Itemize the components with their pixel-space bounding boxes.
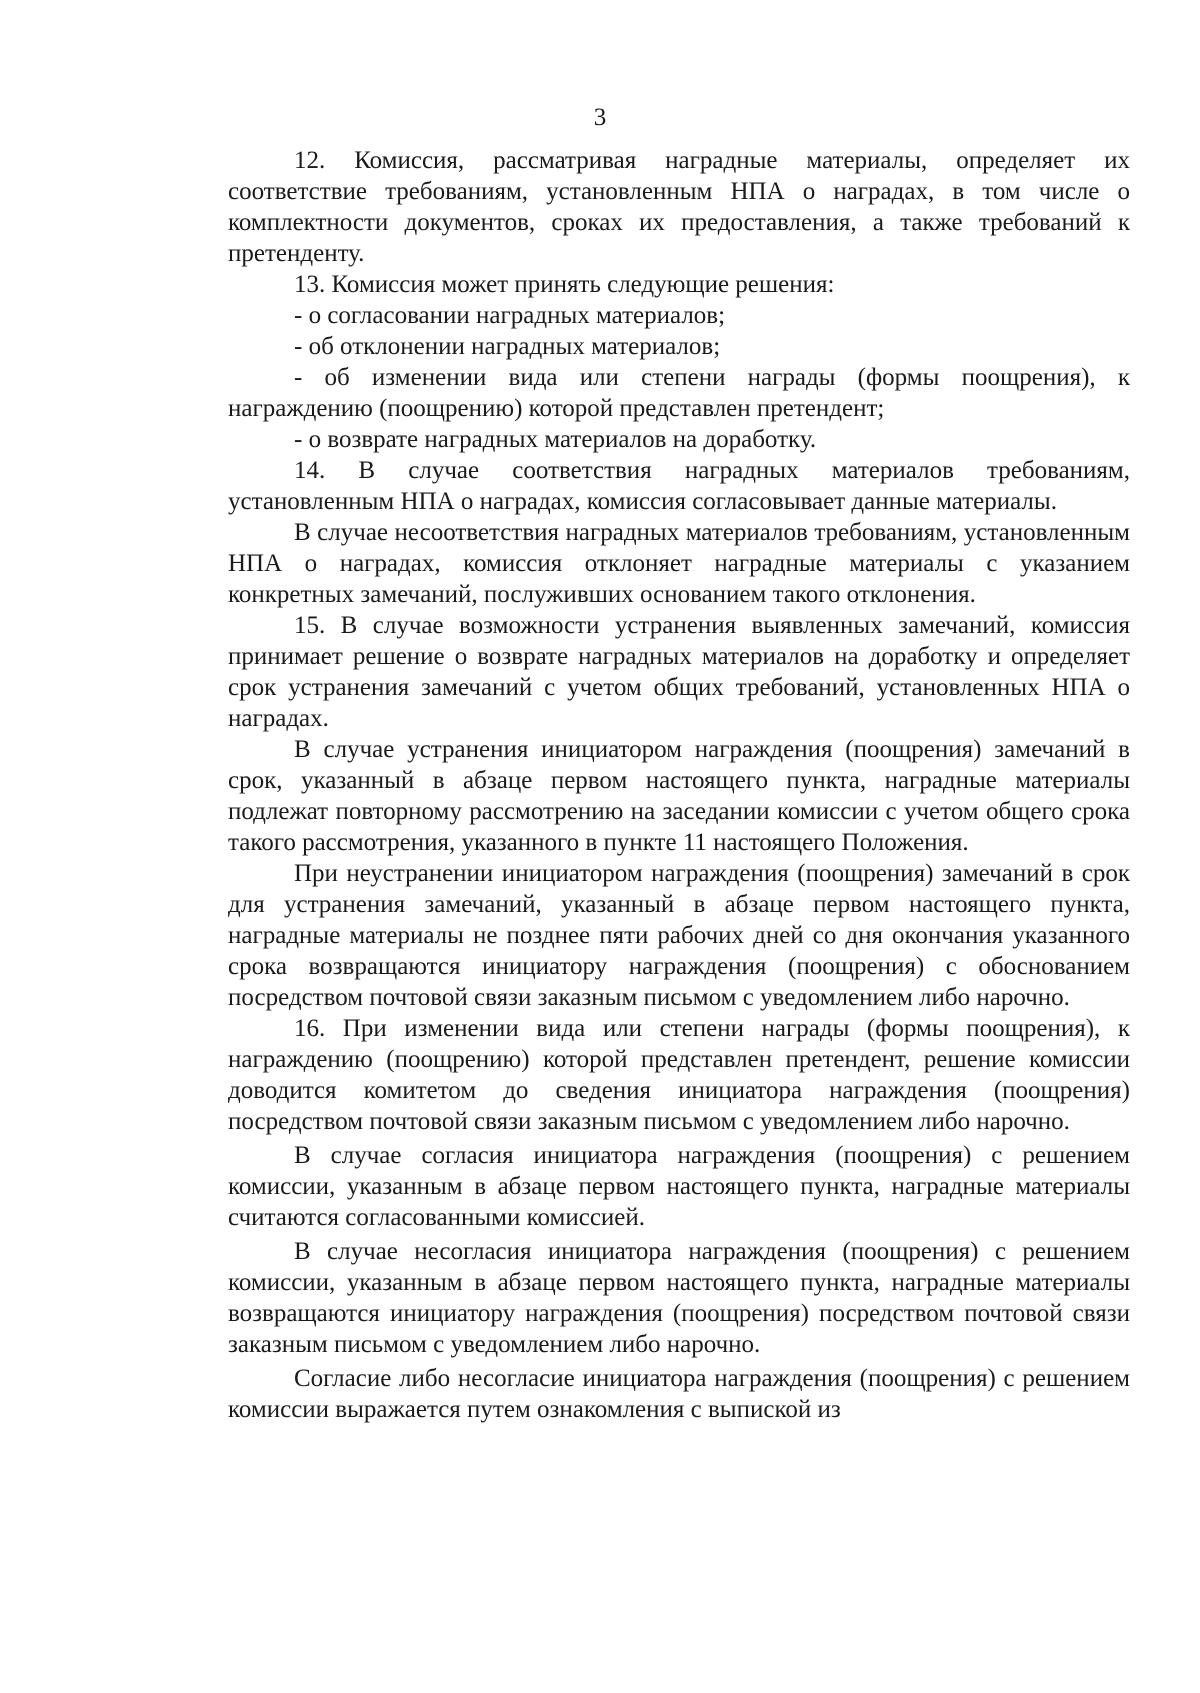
paragraph-item-14: 14. В случае соответствия наградных материалов требованиям, установленным НПА о наградах, комиссия согласовывает данные материалы. [228, 457, 1130, 515]
paragraph-acknowledgement: Согласие либо несогласие инициатора награждения (поощрения) с решением комиссии выражается путем ознакомления с выпиской из [228, 1365, 1130, 1423]
list-item-rejection: - об отклонении наградных материалов; [294, 333, 721, 360]
paragraph-item-16: 16. При изменении вида или степени награды (формы поощрения), к награждению (поощрению) которой представлен претендент, решение комиссии доводится комитетом до сведения инициатора награждения (поощрения) посредством почтовой связи заказным письмом с уведомлением либо нарочно. [228, 1015, 1130, 1135]
page-number: 3 [593, 104, 607, 131]
list-item-change-award: - об изменении вида или степени награды (формы поощрения), к награждению (поощрению) которой представлен претендент; [228, 364, 1130, 422]
list-item-return: - о возврате наградных материалов на доработку. [294, 426, 817, 453]
paragraph-nonconformity: В случае несоответствия наградных материалов требованиям, установленным НПА о наградах, комиссия отклоняет наградные материалы с указанием конкретных замечаний, послуживших основанием такого отклонения. [228, 519, 1130, 608]
paragraph-item-12: 12. Комиссия, рассматривая наградные материалы, определяет их соответствие требованиям, установленным НПА о наградах, в том числе о комплектности документов, сроках их предоставления, а также требований к претенденту. [228, 147, 1130, 267]
paragraph-disagreement: В случае несогласия инициатора награждения (поощрения) с решением комиссии, указанным в абзаце первом настоящего пункта, наградные материалы возвращаются инициатору награждения (поощрения) посредством почтовой связи заказным письмом с уведомлением либо нарочно. [228, 1238, 1130, 1358]
paragraph-item-13: 13. Комиссия может принять следующие решения: [294, 271, 835, 298]
list-item-approval: - о согласовании наградных материалов; [294, 302, 726, 329]
paragraph-remedied: В случае устранения инициатором награждения (поощрения) замечаний в срок, указанный в абзаце первом настоящего пункта, наградные материалы подлежат повторному рассмотрению на заседании комиссии с учетом общего срока такого рассмотрения, указанного в пункте 11 настоящего Положения. [228, 736, 1130, 856]
paragraph-not-remedied: При неустранении инициатором награждения (поощрения) замечаний в срок для устранения замечаний, указанный в абзаце первом настоящего пункта, наградные материалы не позднее пяти рабочих дней со дня окончания указанного срока возвращаются инициатору награждения (поощрения) с обоснованием посредством почтовой связи заказным письмом с уведомлением либо нарочно. [228, 860, 1130, 1011]
paragraph-item-15: 15. В случае возможности устранения выявленных замечаний, комиссия принимает решение о возврате наградных материалов на доработку и определяет срок устранения замечаний с учетом общих требований, установленных НПА о наградах. [228, 612, 1130, 732]
paragraph-agreement: В случае согласия инициатора награждения (поощрения) с решением комиссии, указанным в абзаце первом настоящего пункта, наградные материалы считаются согласованными комиссией. [228, 1142, 1130, 1231]
document-body [228, 145, 1130, 1425]
